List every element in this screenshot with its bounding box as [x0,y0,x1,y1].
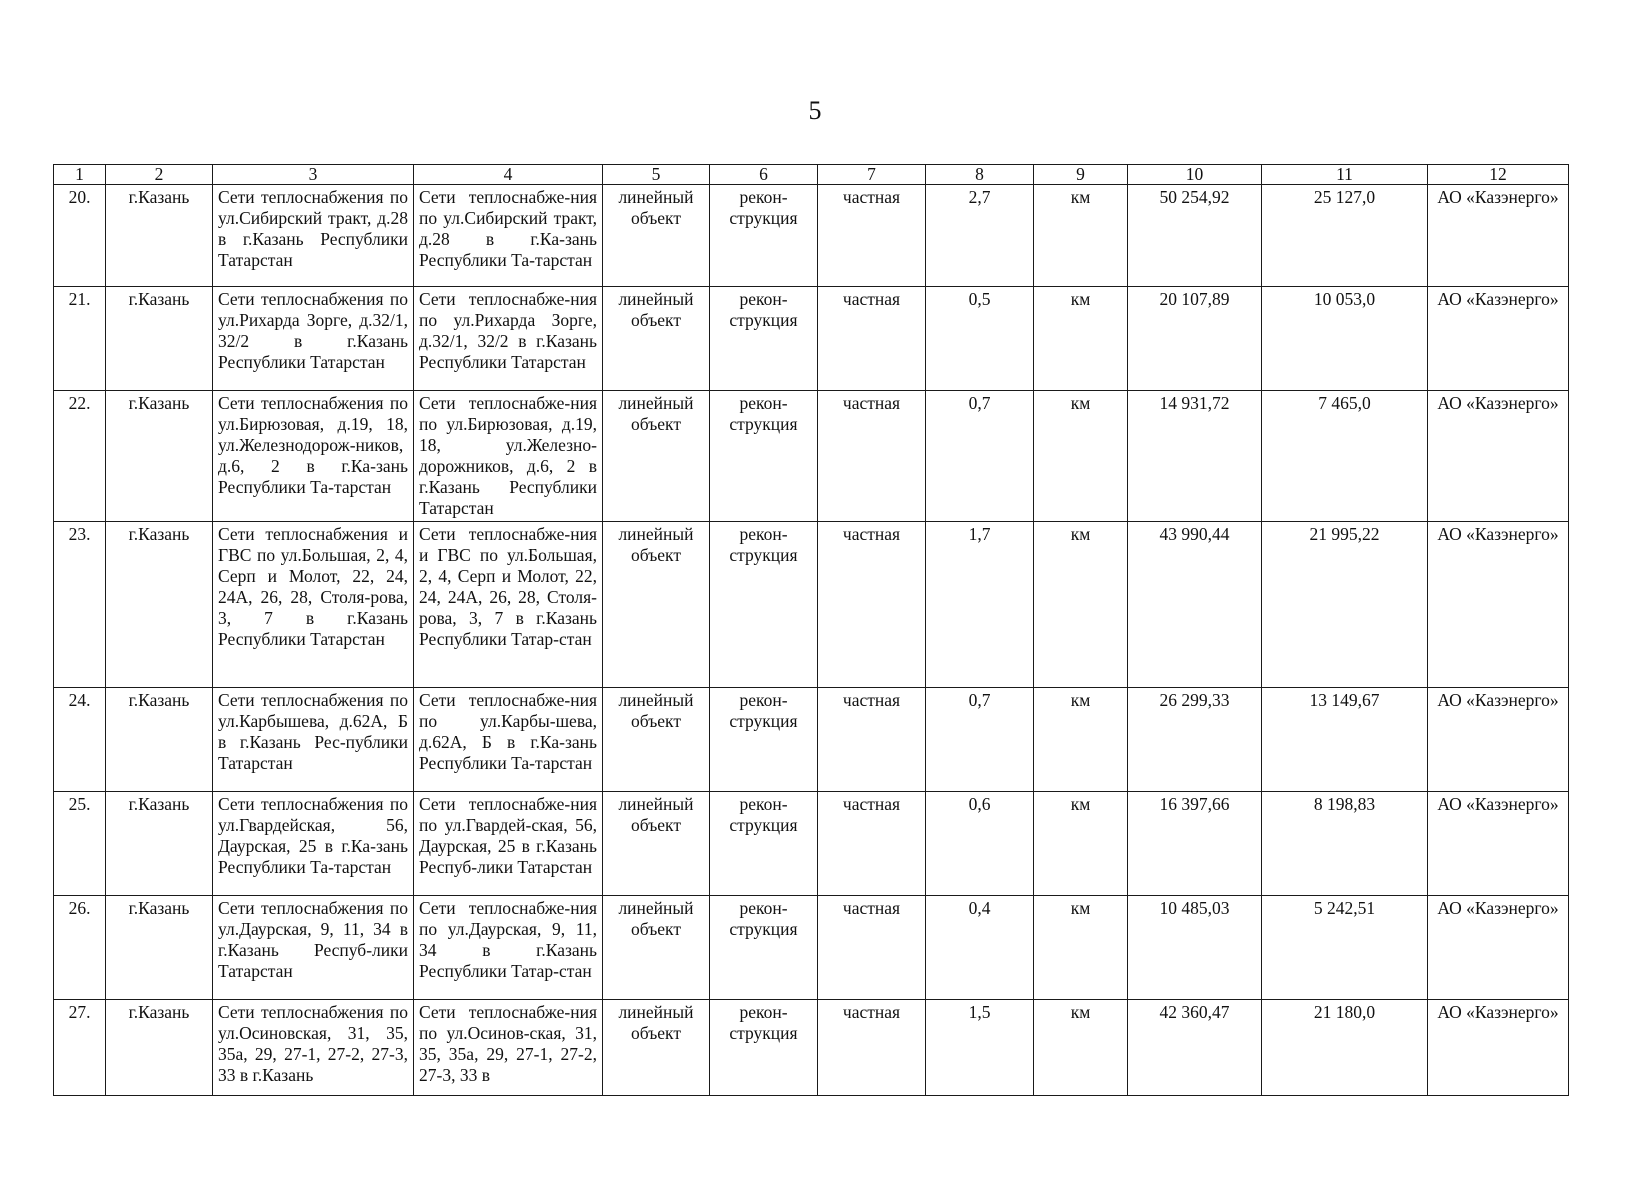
project-name-cell: Сети теплоснабжения по ул.Гвардейская, 56, Даурская, 25 в г.Ка-зань Республики Та-тарстан [213,792,414,896]
table-row [54,287,1569,391]
work-type-cell: рекон-струкция [710,1000,818,1096]
organization-cell: АО «Казэнерго» [1428,391,1569,522]
ownership-cell: частная [818,185,926,287]
ownership-cell: частная [818,391,926,522]
object-description-cell: Сети теплоснабже-ния по ул.Даурская, 9, 11, 34 в г.Казань Республики Татар-стан [414,896,603,1000]
cost-cell: 10 485,03 [1128,896,1262,1000]
object-type-cell: линейный объект [603,1000,710,1096]
amount-cell: 0,5 [926,287,1034,391]
column-number: 10 [1128,165,1262,185]
row-number: 24. [54,688,106,792]
table-row [54,688,1569,792]
cost-cell: 43 990,44 [1128,522,1262,688]
column-number: 1 [54,165,106,185]
unit-cell: км [1034,792,1128,896]
object-type-cell: линейный объект [603,792,710,896]
city-cell: г.Казань [106,896,213,1000]
cost-share-cell: 25 127,0 [1262,185,1428,287]
city-cell: г.Казань [106,522,213,688]
cost-share-cell: 7 465,0 [1262,391,1428,522]
organization-cell: АО «Казэнерго» [1428,896,1569,1000]
page-number: 5 [808,96,822,125]
project-name-cell: Сети теплоснабжения по ул.Осиновская, 31, 35, 35а, 29, 27-1, 27-2, 27-3, 33 в г.Казань [213,1000,414,1096]
column-number: 2 [106,165,213,185]
unit-cell: км [1034,185,1128,287]
object-description-cell: Сети теплоснабже-ния по ул.Рихарда Зорге, д.32/1, 32/2 в г.Казань Республики Татарстан [414,287,603,391]
table-row [54,896,1569,1000]
object-description-cell: Сети теплоснабже-ния по ул.Бирюзовая, д.19, 18, ул.Железно-дорожников, д.6, 2 в г.Казань Республики Татарстан [414,391,603,522]
object-type-cell: линейный объект [603,287,710,391]
object-type-cell: линейный объект [603,688,710,792]
column-number: 5 [603,165,710,185]
project-name-cell: Сети теплоснабжения по ул.Рихарда Зорге, д.32/1, 32/2 в г.Казань Республики Татарстан [213,287,414,391]
city-cell: г.Казань [106,1000,213,1096]
work-type-cell: рекон-струкция [710,287,818,391]
unit-cell: км [1034,896,1128,1000]
organization-cell: АО «Казэнерго» [1428,792,1569,896]
row-number: 26. [54,896,106,1000]
amount-cell: 0,7 [926,688,1034,792]
table-body [54,165,1569,1096]
table-row [54,185,1569,287]
project-name-cell: Сети теплоснабжения и ГВС по ул.Большая, 2, 4, Серп и Молот, 22, 24, 24А, 26, 28, Столя-рова, 3, 7 в г.Казань Республики Татарстан [213,522,414,688]
object-description-cell: Сети теплоснабже-ния и ГВС по ул.Большая, 2, 4, Серп и Молот, 22, 24, 24А, 26, 28, Столя-рова, 3, 7 в г.Казань Республики Татар-стан [414,522,603,688]
object-type-cell: линейный объект [603,391,710,522]
cost-cell: 42 360,47 [1128,1000,1262,1096]
table-row [54,792,1569,896]
cost-cell: 14 931,72 [1128,391,1262,522]
organization-cell: АО «Казэнерго» [1428,522,1569,688]
column-number: 9 [1034,165,1128,185]
amount-cell: 1,5 [926,1000,1034,1096]
column-number: 11 [1262,165,1428,185]
work-type-cell: рекон-струкция [710,391,818,522]
unit-cell: км [1034,391,1128,522]
project-name-cell: Сети теплоснабжения по ул.Сибирский тракт, д.28 в г.Казань Республики Татарстан [213,185,414,287]
ownership-cell: частная [818,896,926,1000]
row-number: 23. [54,522,106,688]
work-type-cell: рекон-струкция [710,896,818,1000]
column-number: 4 [414,165,603,185]
ownership-cell: частная [818,287,926,391]
work-type-cell: рекон-струкция [710,522,818,688]
work-type-cell: рекон-струкция [710,185,818,287]
object-description-cell: Сети теплоснабже-ния по ул.Карбы-шева, д.62А, Б в г.Ка-зань Республики Та-тарстан [414,688,603,792]
ownership-cell: частная [818,1000,926,1096]
ownership-cell: частная [818,688,926,792]
object-description-cell: Сети теплоснабже-ния по ул.Гвардей-ская, 56, Даурская, 25 в г.Казань Респуб-лики Татарстан [414,792,603,896]
cost-cell: 50 254,92 [1128,185,1262,287]
work-type-cell: рекон-струкция [710,688,818,792]
amount-cell: 2,7 [926,185,1034,287]
column-number-row [54,165,1569,185]
projects-table [53,164,1569,1096]
row-number: 20. [54,185,106,287]
ownership-cell: частная [818,522,926,688]
cost-share-cell: 8 198,83 [1262,792,1428,896]
amount-cell: 0,6 [926,792,1034,896]
city-cell: г.Казань [106,792,213,896]
row-number: 21. [54,287,106,391]
organization-cell: АО «Казэнерго» [1428,287,1569,391]
unit-cell: км [1034,522,1128,688]
amount-cell: 1,7 [926,522,1034,688]
column-number: 6 [710,165,818,185]
column-number: 8 [926,165,1034,185]
organization-cell: АО «Казэнерго» [1428,688,1569,792]
unit-cell: км [1034,1000,1128,1096]
project-name-cell: Сети теплоснабжения по ул.Бирюзовая, д.19, 18, ул.Железнодорож-ников, д.6, 2 в г.Ка-зань Республики Та-тарстан [213,391,414,522]
row-number: 22. [54,391,106,522]
cost-cell: 16 397,66 [1128,792,1262,896]
organization-cell: АО «Казэнерго» [1428,185,1569,287]
organization-cell: АО «Казэнерго» [1428,1000,1569,1096]
row-number: 25. [54,792,106,896]
amount-cell: 0,7 [926,391,1034,522]
cost-share-cell: 21 180,0 [1262,1000,1428,1096]
cost-share-cell: 5 242,51 [1262,896,1428,1000]
column-number: 12 [1428,165,1569,185]
city-cell: г.Казань [106,688,213,792]
object-type-cell: линейный объект [603,185,710,287]
unit-cell: км [1034,688,1128,792]
table-row [54,522,1569,688]
unit-cell: км [1034,287,1128,391]
work-type-cell: рекон-струкция [710,792,818,896]
project-name-cell: Сети теплоснабжения по ул.Даурская, 9, 11, 34 в г.Казань Респуб-лики Татарстан [213,896,414,1000]
table-row [54,391,1569,522]
row-number: 27. [54,1000,106,1096]
project-name-cell: Сети теплоснабжения по ул.Карбышева, д.62А, Б в г.Казань Рес-публики Татарстан [213,688,414,792]
city-cell: г.Казань [106,391,213,522]
column-number: 7 [818,165,926,185]
object-type-cell: линейный объект [603,896,710,1000]
table-row [54,1000,1569,1096]
cost-cell: 26 299,33 [1128,688,1262,792]
city-cell: г.Казань [106,287,213,391]
column-number: 3 [213,165,414,185]
object-description-cell: Сети теплоснабже-ния по ул.Сибирский тракт, д.28 в г.Ка-зань Республики Та-тарстан [414,185,603,287]
object-description-cell: Сети теплоснабже-ния по ул.Осинов-ская, 31, 35, 35а, 29, 27-1, 27-2, 27-3, 33 в [414,1000,603,1096]
cost-share-cell: 13 149,67 [1262,688,1428,792]
cost-share-cell: 10 053,0 [1262,287,1428,391]
ownership-cell: частная [818,792,926,896]
cost-cell: 20 107,89 [1128,287,1262,391]
cost-share-cell: 21 995,22 [1262,522,1428,688]
city-cell: г.Казань [106,185,213,287]
object-type-cell: линейный объект [603,522,710,688]
amount-cell: 0,4 [926,896,1034,1000]
